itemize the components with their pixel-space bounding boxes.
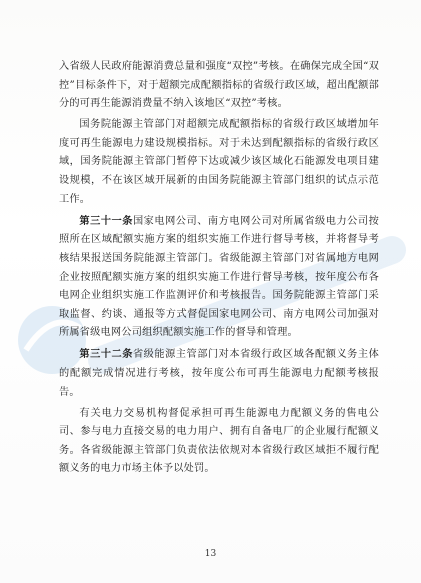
article-32 [59,345,379,402]
paragraph-1-text: 入省级人民政府能源消费总量和强度“双控”考核。在确保完成全国“双控”目标条件下，对于超额完成配额指标的省级行政区域，超出配额部分的可再生能源消费量不纳入该地区“双控”考核。 [59,61,379,110]
paragraph-2-text: 国务院能源主管部门对超额完成配额指标的省级行政区域增加年度可再生能源电力建设规模指标。对于未达到配额指标的省级行政区域，国务院能源主管部门暂停下达或减少该区域化石能源发电项目建设规模，不在该区域开展新的由国务院能源主管部门组织的试点示范工作。 [59,119,379,205]
document-body [59,58,379,482]
article-31-heading: 第三十一条 [79,214,133,227]
article-32-heading: 第三十二条 [79,348,133,361]
article-31 [59,212,379,343]
article-31-text: 国家电网公司、南方电网公司对所属省级电力公司按照所在区域配额实施方案的组织实施工作进行督导考核，并将督导考核结果报送国务院能源主管部门。省级能源主管部门对省属地方电网企业按照配额实施方案的组织实施工作进行督导考核，按年度公布各电网企业组织实施工作监测评价和考核报告。国务院能源主管部门采取监督、约谈、通报等方式督促国家电网公司、南方电网公司加强对所属省级电网公司组织配额实施工作的督导和管理。 [59,215,379,339]
page-number: 13 [204,549,217,559]
paragraph-1 [59,58,379,114]
paragraph-5 [59,405,379,479]
paragraph-2 [59,116,379,209]
article-32-text: 省级能源主管部门对本省级行政区域各配额义务主体的配额完成情况进行考核，按年度公布可再生能源电力配额考核报告。 [59,349,379,398]
paragraph-5-text: 有关电力交易机构督促承担可再生能源电力配额义务的售电公司、参与电力直接交易的电力用户、拥有自备电厂的企业履行配额义务。各省级能源主管部门负责依法依规对本省级行政区域拒不履行配额义务的电力市场主体予以处罚。 [59,407,379,475]
